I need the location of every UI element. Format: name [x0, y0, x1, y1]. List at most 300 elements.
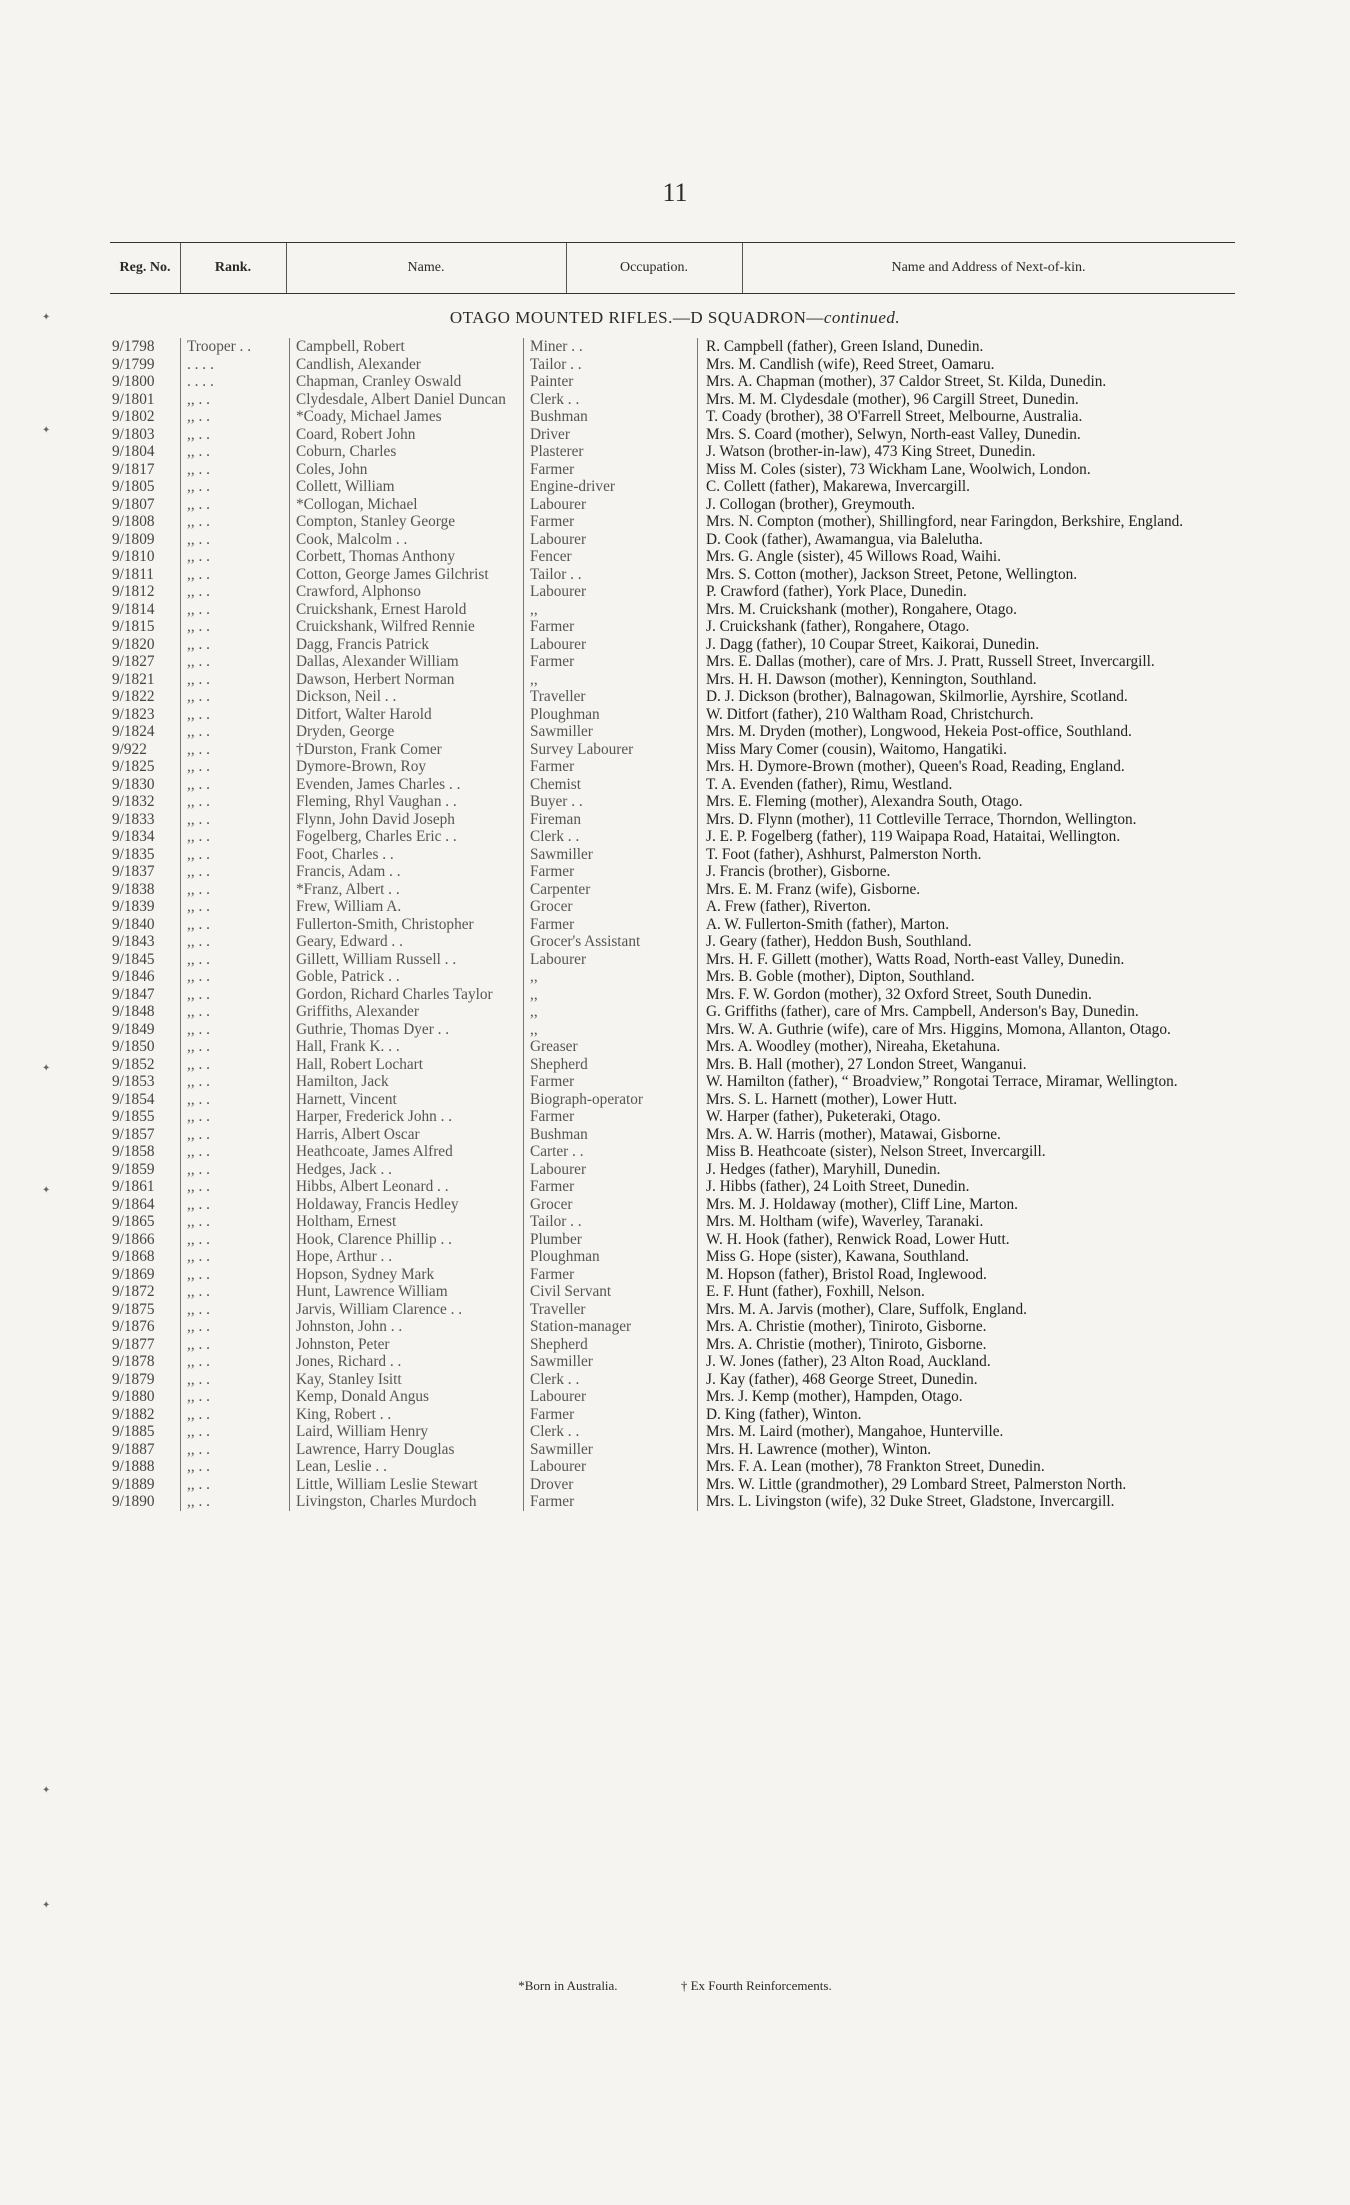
next-of-kin-cell: Miss M. Coles (sister), 73 Wickham Lane, Woolwich, London.: [698, 461, 1250, 479]
occupation-cell: Labourer: [524, 636, 698, 654]
name-cell: Fullerton-Smith, Christopher: [290, 916, 524, 934]
reg-no-cell: 9/1885: [112, 1423, 155, 1440]
reg-no-cell: 9/1869: [112, 1265, 155, 1283]
name-cell: Holdaway, Francis Hedley: [290, 1196, 524, 1214]
header-next-of-kin: Name and Address of Next-of-kin.: [891, 260, 1086, 275]
rank-cell: ,, . .: [181, 1441, 290, 1459]
reg-no-cell: 9/1840: [112, 915, 155, 933]
rank-cell: ,, . .: [181, 1108, 290, 1126]
rank-cell: ,, . .: [181, 1458, 290, 1476]
table-row: [110, 548, 1249, 566]
name-cell: Harper, Frederick John . .: [290, 1108, 524, 1126]
next-of-kin-cell: Mrs. A. Christie (mother), Tiniroto, Gisborne.: [698, 1318, 1250, 1336]
table-row: [110, 671, 1249, 689]
occupation-cell: Fireman: [524, 811, 698, 829]
occupation-cell: Chemist: [524, 776, 698, 794]
next-of-kin-cell: Mrs. H. H. Dawson (mother), Kennington, Southland.: [698, 671, 1250, 689]
table-row: [110, 933, 1249, 951]
rank-cell: ,, . .: [181, 1388, 290, 1406]
rank-cell: ,, . .: [181, 601, 290, 619]
reg-no-cell: 9/1888: [112, 1458, 155, 1475]
rank-cell: ,, . .: [181, 1301, 290, 1319]
name-cell: Frew, William A.: [290, 898, 524, 916]
rank-cell: ,, . .: [181, 1161, 290, 1179]
margin-mark: ✦: [42, 1063, 51, 1074]
occupation-cell: ,,: [524, 601, 698, 619]
occupation-cell: Station-manager: [524, 1318, 698, 1336]
occupation-cell: ,,: [524, 671, 698, 689]
next-of-kin-cell: Mrs. S. Cotton (mother), Jackson Street, Petone, Wellington.: [698, 566, 1250, 584]
name-cell: Fogelberg, Charles Eric . .: [290, 828, 524, 846]
table-row: [110, 531, 1249, 549]
name-cell: Cotton, George James Gilchrist: [290, 566, 524, 584]
reg-no-cell: 9/1823: [112, 705, 155, 723]
reg-no-cell: 9/1846: [112, 968, 155, 985]
table-row: [110, 863, 1249, 881]
name-cell: Hook, Clarence Phillip . .: [290, 1231, 524, 1249]
next-of-kin-cell: Mrs. M. Dryden (mother), Longwood, Hekeia Post-office, Southland.: [698, 723, 1250, 741]
table-row: [110, 898, 1249, 916]
rank-cell: ,, . .: [181, 951, 290, 969]
rank-cell: ,, . .: [181, 478, 290, 496]
next-of-kin-cell: Miss B. Heathcoate (sister), Nelson Street, Invercargill.: [698, 1143, 1250, 1161]
footnotes: [0, 1978, 1350, 1994]
rank-cell: ,, . .: [181, 566, 290, 584]
occupation-cell: Driver: [524, 426, 698, 444]
next-of-kin-cell: C. Collett (father), Makarewa, Invercargill.: [698, 478, 1250, 496]
next-of-kin-cell: Mrs. G. Angle (sister), 45 Willows Road, Waihi.: [698, 548, 1250, 566]
table-row: [110, 1108, 1249, 1126]
name-cell: Little, William Leslie Stewart: [290, 1476, 524, 1494]
occupation-cell: Survey Labourer: [524, 741, 698, 759]
next-of-kin-cell: T. Coady (brother), 38 O'Farrell Street, Melbourne, Australia.: [698, 408, 1250, 426]
occupation-cell: Bushman: [524, 1126, 698, 1144]
occupation-cell: Plumber: [524, 1231, 698, 1249]
rank-cell: ,, . .: [181, 583, 290, 601]
reg-no-cell: 9/1872: [112, 1283, 155, 1300]
table-row: [110, 1493, 1249, 1511]
name-cell: Hopson, Sydney Mark: [290, 1266, 524, 1284]
occupation-cell: Civil Servant: [524, 1283, 698, 1301]
occupation-cell: Grocer's Assistant: [524, 933, 698, 951]
name-cell: *Coady, Michael James: [290, 408, 524, 426]
reg-no-cell: 9/1833: [112, 810, 155, 828]
table-row: [110, 496, 1249, 514]
occupation-cell: Shepherd: [524, 1056, 698, 1074]
name-cell: Hibbs, Albert Leonard . .: [290, 1178, 524, 1196]
reg-no-cell: 9/1875: [112, 1300, 155, 1318]
page-number: 11: [662, 178, 688, 207]
reg-no-cell: 9/1859: [112, 1160, 155, 1178]
next-of-kin-cell: Mrs. D. Flynn (mother), 11 Cottleville Terrace, Thorndon, Wellington.: [698, 811, 1250, 829]
occupation-cell: Ploughman: [524, 706, 698, 724]
next-of-kin-cell: P. Crawford (father), York Place, Dunedin.: [698, 583, 1250, 601]
occupation-cell: Farmer: [524, 1178, 698, 1196]
occupation-cell: Sawmiller: [524, 1441, 698, 1459]
margin-mark: ✦: [42, 1900, 51, 1911]
rank-cell: . . . .: [181, 373, 290, 391]
next-of-kin-cell: D. Cook (father), Awamangua, via Balelutha.: [698, 531, 1250, 549]
next-of-kin-cell: Mrs. B. Hall (mother), 27 London Street, Wanganui.: [698, 1056, 1250, 1074]
rank-cell: . . . .: [181, 356, 290, 374]
rank-cell: ,, . .: [181, 828, 290, 846]
next-of-kin-cell: J. Geary (father), Heddon Bush, Southland.: [698, 933, 1250, 951]
name-cell: Cruickshank, Ernest Harold: [290, 601, 524, 619]
table-row: [110, 881, 1249, 899]
occupation-cell: Tailor . .: [524, 356, 698, 374]
rank-cell: ,, . .: [181, 811, 290, 829]
occupation-cell: Farmer: [524, 618, 698, 636]
table-row: [110, 1143, 1249, 1161]
occupation-cell: Labourer: [524, 583, 698, 601]
name-cell: Corbett, Thomas Anthony: [290, 548, 524, 566]
next-of-kin-cell: T. Foot (father), Ashhurst, Palmerston North.: [698, 846, 1250, 864]
name-cell: Kay, Stanley Isitt: [290, 1371, 524, 1389]
occupation-cell: Clerk . .: [524, 1371, 698, 1389]
rank-cell: ,, . .: [181, 531, 290, 549]
reg-no-cell: 9/1820: [112, 635, 155, 653]
occupation-cell: Grocer: [524, 898, 698, 916]
table-row: [110, 706, 1249, 724]
name-cell: Jarvis, William Clarence . .: [290, 1301, 524, 1319]
name-cell: Chapman, Cranley Oswald: [290, 373, 524, 391]
occupation-cell: Farmer: [524, 1493, 698, 1511]
occupation-cell: Farmer: [524, 513, 698, 531]
occupation-cell: ,,: [524, 1021, 698, 1039]
rank-cell: ,, . .: [181, 1143, 290, 1161]
occupation-cell: Shepherd: [524, 1336, 698, 1354]
occupation-cell: Engine-driver: [524, 478, 698, 496]
rank-cell: ,, . .: [181, 793, 290, 811]
occupation-cell: Labourer: [524, 1161, 698, 1179]
table-row: [110, 1336, 1249, 1354]
table-row: [110, 1458, 1249, 1476]
name-cell: Livingston, Charles Murdoch: [290, 1493, 524, 1511]
table-row: [110, 653, 1249, 671]
reg-no-cell: 9/1817: [112, 460, 155, 478]
occupation-cell: Traveller: [524, 688, 698, 706]
next-of-kin-cell: Mrs. M. M. Clydesdale (mother), 96 Cargill Street, Dunedin.: [698, 391, 1250, 409]
reg-no-cell: 9/1827: [112, 653, 155, 670]
name-cell: Hall, Robert Lochart: [290, 1056, 524, 1074]
occupation-cell: Traveller: [524, 1301, 698, 1319]
name-cell: Dagg, Francis Patrick: [290, 636, 524, 654]
rank-cell: ,, . .: [181, 986, 290, 1004]
rank-cell: ,, . .: [181, 1371, 290, 1389]
table-row: [110, 688, 1249, 706]
occupation-cell: Ploughman: [524, 1248, 698, 1266]
reg-no-cell: 9/1805: [112, 478, 155, 495]
next-of-kin-cell: M. Hopson (father), Bristol Road, Inglewood.: [698, 1266, 1250, 1284]
next-of-kin-cell: W. Harper (father), Puketeraki, Otago.: [698, 1108, 1250, 1126]
reg-no-cell: 9/1837: [112, 863, 155, 880]
name-cell: Johnston, John . .: [290, 1318, 524, 1336]
rank-cell: ,, . .: [181, 1476, 290, 1494]
name-cell: Fleming, Rhyl Vaughan . .: [290, 793, 524, 811]
table-row: [110, 601, 1249, 619]
name-cell: Harris, Albert Oscar: [290, 1126, 524, 1144]
table-row: [110, 408, 1249, 426]
reg-no-cell: 9/1810: [112, 548, 155, 565]
occupation-cell: Buyer . .: [524, 793, 698, 811]
next-of-kin-cell: W. H. Hook (father), Renwick Road, Lower Hutt.: [698, 1231, 1250, 1249]
reg-no-cell: 9/1864: [112, 1195, 155, 1213]
next-of-kin-cell: R. Campbell (father), Green Island, Dunedin.: [698, 338, 1250, 356]
table-row: [110, 1423, 1249, 1441]
rank-cell: ,, . .: [181, 1003, 290, 1021]
name-cell: Hope, Arthur . .: [290, 1248, 524, 1266]
rank-cell: ,, . .: [181, 426, 290, 444]
table-row: [110, 1178, 1249, 1196]
occupation-cell: Labourer: [524, 951, 698, 969]
reg-no-cell: 9/1853: [112, 1073, 155, 1090]
reg-no-cell: 9/1858: [112, 1143, 155, 1160]
name-cell: Collett, William: [290, 478, 524, 496]
reg-no-cell: 9/1811: [112, 565, 154, 583]
reg-no-cell: 9/1803: [112, 425, 155, 443]
reg-no-cell: 9/1849: [112, 1020, 155, 1038]
name-cell: Hamilton, Jack: [290, 1073, 524, 1091]
table-row: [110, 1021, 1249, 1039]
rank-cell: ,, . .: [181, 1196, 290, 1214]
header-name: Name.: [286, 243, 567, 293]
occupation-cell: Carter . .: [524, 1143, 698, 1161]
next-of-kin-cell: D. King (father), Winton.: [698, 1406, 1250, 1424]
name-cell: Lawrence, Harry Douglas: [290, 1441, 524, 1459]
table-row: [110, 741, 1249, 759]
occupation-cell: Grocer: [524, 1196, 698, 1214]
occupation-cell: Carpenter: [524, 881, 698, 899]
name-cell: Dallas, Alexander William: [290, 653, 524, 671]
next-of-kin-cell: G. Griffiths (father), care of Mrs. Campbell, Anderson's Bay, Dunedin.: [698, 1003, 1250, 1021]
table-row: [110, 1231, 1249, 1249]
table-row: [110, 1476, 1249, 1494]
reg-no-cell: 9/1821: [112, 670, 155, 688]
occupation-cell: Farmer: [524, 863, 698, 881]
table-row: [110, 793, 1249, 811]
next-of-kin-cell: Miss Mary Comer (cousin), Waitomo, Hangatiki.: [698, 741, 1250, 759]
next-of-kin-cell: E. F. Hunt (father), Foxhill, Nelson.: [698, 1283, 1250, 1301]
rank-cell: ,, . .: [181, 1073, 290, 1091]
name-cell: Coburn, Charles: [290, 443, 524, 461]
name-cell: Ditfort, Walter Harold: [290, 706, 524, 724]
table-row: [110, 373, 1249, 391]
header-occupation: Occupation.: [566, 243, 743, 293]
table-row: [110, 1038, 1249, 1056]
reg-no-cell: 9/1861: [112, 1178, 155, 1195]
rank-cell: ,, . .: [181, 1021, 290, 1039]
next-of-kin-cell: Miss G. Hope (sister), Kawana, Southland.: [698, 1248, 1250, 1266]
rank-cell: ,, . .: [181, 1038, 290, 1056]
reg-no-cell: 9/1834: [112, 828, 155, 845]
reg-no-cell: 9/1882: [112, 1405, 155, 1423]
name-cell: Coles, John: [290, 461, 524, 479]
occupation-cell: Clerk . .: [524, 391, 698, 409]
reg-no-cell: 9/1798: [112, 338, 155, 355]
next-of-kin-cell: D. J. Dickson (brother), Balnagowan, Skilmorlie, Ayrshire, Scotland.: [698, 688, 1250, 706]
table-row: [110, 1353, 1249, 1371]
reg-no-cell: 9/1808: [112, 513, 155, 530]
rank-cell: ,, . .: [181, 776, 290, 794]
rank-cell: ,, . .: [181, 1353, 290, 1371]
reg-no-cell: 9/1876: [112, 1318, 155, 1335]
next-of-kin-cell: Mrs. B. Goble (mother), Dipton, Southland.: [698, 968, 1250, 986]
name-cell: Gordon, Richard Charles Taylor: [290, 986, 524, 1004]
reg-no-cell: 9/1845: [112, 950, 155, 968]
rank-cell: ,, . .: [181, 1493, 290, 1511]
section-title-text: OTAGO MOUNTED RIFLES.—D SQUADRON—: [449, 308, 824, 327]
occupation-cell: Clerk . .: [524, 1423, 698, 1441]
name-cell: Holtham, Ernest: [290, 1213, 524, 1231]
table-row: [110, 1213, 1249, 1231]
next-of-kin-cell: Mrs. W. Little (grandmother), 29 Lombard Street, Palmerston North.: [698, 1476, 1250, 1494]
rank-cell: ,, . .: [181, 653, 290, 671]
table-row: [110, 1266, 1249, 1284]
occupation-cell: Clerk . .: [524, 828, 698, 846]
next-of-kin-cell: Mrs. F. A. Lean (mother), 78 Frankton Street, Dunedin.: [698, 1458, 1250, 1476]
margin-mark: ✦: [42, 1785, 51, 1796]
rank-cell: ,, . .: [181, 636, 290, 654]
next-of-kin-cell: Mrs. A. Chapman (mother), 37 Caldor Street, St. Kilda, Dunedin.: [698, 373, 1250, 391]
table-row: [110, 1283, 1249, 1301]
next-of-kin-cell: Mrs. M. Laird (mother), Mangahoe, Hunterville.: [698, 1423, 1250, 1441]
name-cell: Geary, Edward . .: [290, 933, 524, 951]
reg-no-cell: 9/1850: [112, 1038, 155, 1055]
name-cell: Campbell, Robert: [290, 338, 524, 356]
name-cell: Hedges, Jack . .: [290, 1161, 524, 1179]
reg-no-cell: 9/1800: [112, 373, 155, 390]
name-cell: Hall, Frank K. . .: [290, 1038, 524, 1056]
name-cell: Jones, Richard . .: [290, 1353, 524, 1371]
rank-cell: ,, . .: [181, 933, 290, 951]
name-cell: *Franz, Albert . .: [290, 881, 524, 899]
name-cell: Dawson, Herbert Norman: [290, 671, 524, 689]
reg-no-cell: 9/1857: [112, 1125, 155, 1143]
table-row: [110, 513, 1249, 531]
occupation-cell: Labourer: [524, 531, 698, 549]
table-row: [110, 1388, 1249, 1406]
rank-cell: ,, . .: [181, 1056, 290, 1074]
rank-cell: ,, . .: [181, 881, 290, 899]
rank-cell: ,, . .: [181, 1406, 290, 1424]
occupation-cell: Farmer: [524, 653, 698, 671]
reg-no-cell: 9/1847: [112, 985, 155, 1003]
rank-cell: ,, . .: [181, 758, 290, 776]
occupation-cell: Farmer: [524, 1073, 698, 1091]
next-of-kin-cell: Mrs. S. L. Harnett (mother), Lower Hutt.: [698, 1091, 1250, 1109]
table-row: [110, 636, 1249, 654]
table-row: [110, 986, 1249, 1004]
name-cell: Clydesdale, Albert Daniel Duncan: [290, 391, 524, 409]
reg-no-cell: 9/1835: [112, 845, 155, 863]
next-of-kin-cell: A. W. Fullerton-Smith (father), Marton.: [698, 916, 1250, 934]
reg-no-cell: 9/1878: [112, 1353, 155, 1370]
reg-no-cell: 9/1814: [112, 600, 155, 618]
table-row: [110, 1441, 1249, 1459]
next-of-kin-cell: Mrs. A. Woodley (mother), Nireaha, Eketahuna.: [698, 1038, 1250, 1056]
name-cell: *Collogan, Michael: [290, 496, 524, 514]
name-cell: Coard, Robert John: [290, 426, 524, 444]
name-cell: Harnett, Vincent: [290, 1091, 524, 1109]
next-of-kin-cell: Mrs. W. A. Guthrie (wife), care of Mrs. Higgins, Momona, Allanton, Otago.: [698, 1021, 1250, 1039]
table-row: [110, 1126, 1249, 1144]
rank-cell: ,, . .: [181, 1423, 290, 1441]
occupation-cell: Fencer: [524, 548, 698, 566]
occupation-cell: Labourer: [524, 1388, 698, 1406]
name-cell: Cook, Malcolm . .: [290, 531, 524, 549]
reg-no-cell: 9/1865: [112, 1213, 155, 1230]
name-cell: Johnston, Peter: [290, 1336, 524, 1354]
name-cell: Foot, Charles . .: [290, 846, 524, 864]
reg-no-cell: 9/1838: [112, 880, 155, 898]
reg-no-cell: 9/1807: [112, 495, 155, 513]
rank-cell: ,, . .: [181, 461, 290, 479]
table-row: [110, 968, 1249, 986]
table-row: [110, 951, 1249, 969]
occupation-cell: Sawmiller: [524, 723, 698, 741]
next-of-kin-cell: Mrs. J. Kemp (mother), Hampden, Otago.: [698, 1388, 1250, 1406]
next-of-kin-cell: Mrs. F. W. Gordon (mother), 32 Oxford Street, South Dunedin.: [698, 986, 1250, 1004]
next-of-kin-cell: J. Dagg (father), 10 Coupar Street, Kaikorai, Dunedin.: [698, 636, 1250, 654]
rank-cell: Trooper . .: [181, 338, 290, 356]
rank-cell: ,, . .: [181, 916, 290, 934]
rank-cell: ,, . .: [181, 513, 290, 531]
table-row: [110, 356, 1249, 374]
table-row: [110, 1056, 1249, 1074]
reg-no-cell: 9/1890: [112, 1493, 155, 1510]
next-of-kin-cell: Mrs. E. Fleming (mother), Alexandra South, Otago.: [698, 793, 1250, 811]
name-cell: King, Robert . .: [290, 1406, 524, 1424]
rank-cell: ,, . .: [181, 1318, 290, 1336]
name-cell: Kemp, Donald Angus: [290, 1388, 524, 1406]
name-cell: Laird, William Henry: [290, 1423, 524, 1441]
footnote-fourth-reinforcements: † Ex Fourth Reinforcements.: [680, 1978, 832, 1993]
reg-no-cell: 9/1848: [112, 1003, 155, 1020]
name-cell: Compton, Stanley George: [290, 513, 524, 531]
next-of-kin-cell: J. Watson (brother-in-law), 473 King Street, Dunedin.: [698, 443, 1250, 461]
table-row: [110, 1371, 1249, 1389]
occupation-cell: Farmer: [524, 1266, 698, 1284]
rank-cell: ,, . .: [181, 1178, 290, 1196]
rank-cell: ,, . .: [181, 1126, 290, 1144]
table-row: [110, 566, 1249, 584]
header-reg-no: Reg. No.: [110, 243, 181, 293]
table-row: [110, 846, 1249, 864]
occupation-cell: Farmer: [524, 1108, 698, 1126]
next-of-kin-cell: J. Francis (brother), Gisborne.: [698, 863, 1250, 881]
table-row: [110, 618, 1249, 636]
next-of-kin-cell: J. Hedges (father), Maryhill, Dunedin.: [698, 1161, 1250, 1179]
table-row: [110, 583, 1249, 601]
name-cell: Guthrie, Thomas Dyer . .: [290, 1021, 524, 1039]
rank-cell: ,, . .: [181, 1283, 290, 1301]
next-of-kin-cell: Mrs. A. W. Harris (mother), Matawai, Gisborne.: [698, 1126, 1250, 1144]
occupation-cell: ,,: [524, 1003, 698, 1021]
next-of-kin-cell: J. Collogan (brother), Greymouth.: [698, 496, 1250, 514]
next-of-kin-cell: J. Hibbs (father), 24 Loith Street, Dunedin.: [698, 1178, 1250, 1196]
reg-no-cell: 9/1801: [112, 390, 155, 408]
rank-cell: ,, . .: [181, 496, 290, 514]
occupation-cell: Labourer: [524, 496, 698, 514]
next-of-kin-cell: Mrs. H. Dymore-Brown (mother), Queen's Road, Reading, England.: [698, 758, 1250, 776]
reg-no-cell: 9/1887: [112, 1440, 155, 1458]
rank-cell: ,, . .: [181, 688, 290, 706]
occupation-cell: Sawmiller: [524, 846, 698, 864]
next-of-kin-cell: Mrs. E. M. Franz (wife), Gisborne.: [698, 881, 1250, 899]
occupation-cell: Plasterer: [524, 443, 698, 461]
table-row: [110, 758, 1249, 776]
occupation-cell: Painter: [524, 373, 698, 391]
